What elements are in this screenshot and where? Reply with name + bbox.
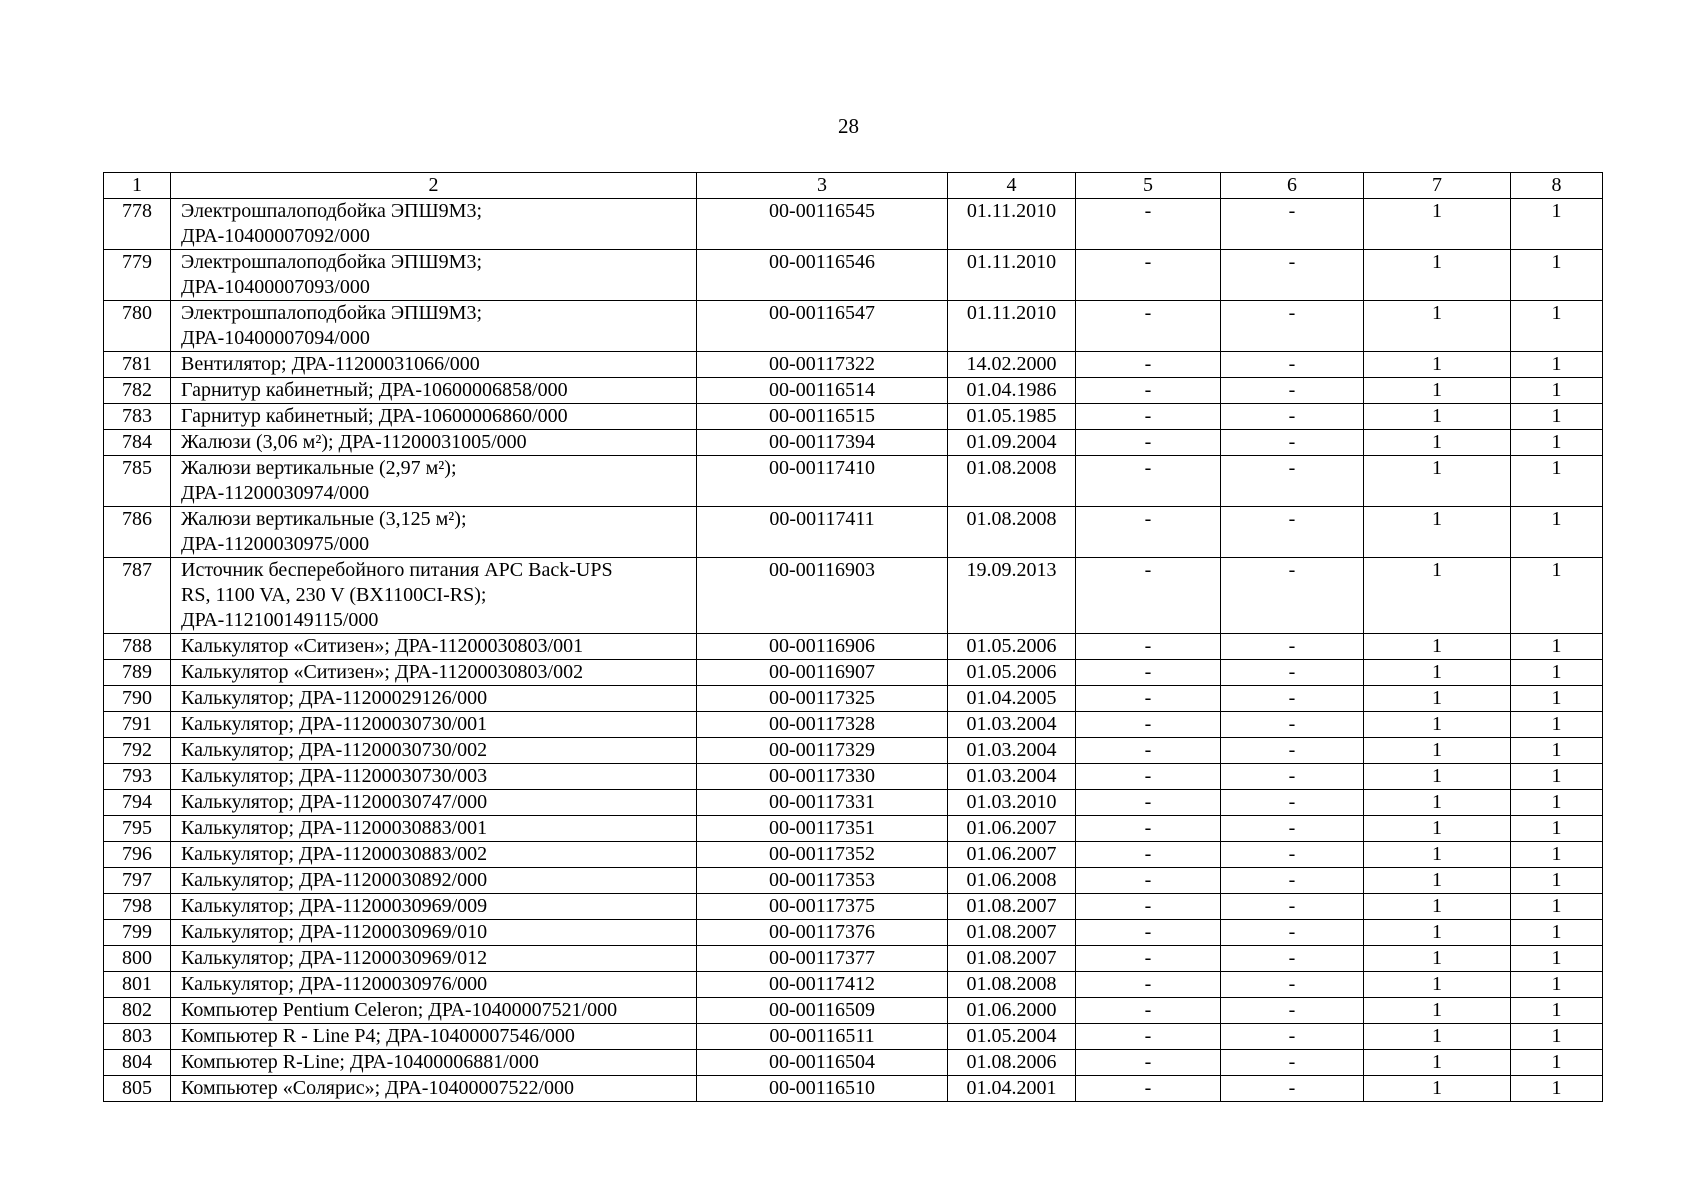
- cell-number: 801: [104, 972, 171, 998]
- table-body: [104, 199, 1603, 1102]
- cell-col5: -: [1076, 920, 1221, 946]
- cell-col6: -: [1221, 998, 1364, 1024]
- cell-inventory-number: 00-00116545: [697, 199, 948, 250]
- cell-number: 778: [104, 199, 171, 250]
- table-row: [104, 404, 1603, 430]
- cell-col6: -: [1221, 558, 1364, 634]
- cell-col5: -: [1076, 430, 1221, 456]
- cell-number: 804: [104, 1050, 171, 1076]
- cell-date: 01.03.2004: [948, 712, 1076, 738]
- cell-date: 19.09.2013: [948, 558, 1076, 634]
- cell-col7: 1: [1364, 558, 1511, 634]
- cell-col8: 1: [1511, 920, 1603, 946]
- cell-col5: -: [1076, 686, 1221, 712]
- cell-inventory-number: 00-00116514: [697, 378, 948, 404]
- cell-col8: 1: [1511, 998, 1603, 1024]
- cell-date: 01.03.2004: [948, 738, 1076, 764]
- inventory-table: [103, 172, 1603, 1102]
- cell-col8: 1: [1511, 352, 1603, 378]
- table-row: [104, 868, 1603, 894]
- cell-col7: 1: [1364, 660, 1511, 686]
- cell-inventory-number: 00-00116510: [697, 1076, 948, 1102]
- table-row: [104, 972, 1603, 998]
- cell-number: 792: [104, 738, 171, 764]
- cell-date: 01.05.1985: [948, 404, 1076, 430]
- cell-date: 01.08.2007: [948, 920, 1076, 946]
- cell-name: Компьютер R-Line; ДРА-10400006881/000: [171, 1050, 697, 1076]
- table-row: [104, 920, 1603, 946]
- cell-inventory-number: 00-00116511: [697, 1024, 948, 1050]
- cell-date: 01.11.2010: [948, 199, 1076, 250]
- cell-name: Калькулятор «Ситизен»; ДРА-11200030803/001: [171, 634, 697, 660]
- table-row: [104, 712, 1603, 738]
- cell-col6: -: [1221, 972, 1364, 998]
- cell-col6: -: [1221, 634, 1364, 660]
- cell-inventory-number: 00-00116907: [697, 660, 948, 686]
- cell-number: 798: [104, 894, 171, 920]
- cell-date: 01.08.2007: [948, 894, 1076, 920]
- cell-date: 01.05.2006: [948, 660, 1076, 686]
- table-header-row: [104, 173, 1603, 199]
- table-row: [104, 456, 1603, 507]
- cell-number: 783: [104, 404, 171, 430]
- cell-col6: -: [1221, 894, 1364, 920]
- cell-name: Калькулятор; ДРА-11200030730/002: [171, 738, 697, 764]
- table-row: [104, 1076, 1603, 1102]
- cell-col7: 1: [1364, 764, 1511, 790]
- cell-number: 785: [104, 456, 171, 507]
- cell-col6: -: [1221, 764, 1364, 790]
- cell-inventory-number: 00-00116547: [697, 301, 948, 352]
- cell-col6: -: [1221, 250, 1364, 301]
- column-header-5: 5: [1076, 173, 1221, 199]
- table-row: [104, 558, 1603, 634]
- cell-date: 01.11.2010: [948, 301, 1076, 352]
- cell-date: 01.04.2005: [948, 686, 1076, 712]
- table-row: [104, 507, 1603, 558]
- cell-col6: -: [1221, 456, 1364, 507]
- cell-col5: -: [1076, 660, 1221, 686]
- table-row: [104, 998, 1603, 1024]
- cell-number: 780: [104, 301, 171, 352]
- cell-col7: 1: [1364, 686, 1511, 712]
- cell-name: Калькулятор; ДРА-11200029126/000: [171, 686, 697, 712]
- cell-name: Жалюзи вертикальные (2,97 м²); ДРА-11200030974/000: [171, 456, 697, 507]
- cell-col7: 1: [1364, 301, 1511, 352]
- cell-col5: -: [1076, 842, 1221, 868]
- cell-name: Калькулятор; ДРА-11200030730/003: [171, 764, 697, 790]
- cell-col5: -: [1076, 352, 1221, 378]
- table-row: [104, 1024, 1603, 1050]
- cell-col5: -: [1076, 764, 1221, 790]
- cell-col8: 1: [1511, 199, 1603, 250]
- cell-col7: 1: [1364, 790, 1511, 816]
- cell-col5: -: [1076, 738, 1221, 764]
- cell-col6: -: [1221, 430, 1364, 456]
- cell-date: 01.08.2006: [948, 1050, 1076, 1076]
- cell-col5: -: [1076, 301, 1221, 352]
- cell-col7: 1: [1364, 972, 1511, 998]
- cell-inventory-number: 00-00116903: [697, 558, 948, 634]
- cell-col5: -: [1076, 816, 1221, 842]
- cell-date: 01.03.2010: [948, 790, 1076, 816]
- cell-inventory-number: 00-00117412: [697, 972, 948, 998]
- cell-col6: -: [1221, 1076, 1364, 1102]
- cell-name: Калькулятор; ДРА-11200030883/002: [171, 842, 697, 868]
- table-row: [104, 301, 1603, 352]
- cell-col8: 1: [1511, 894, 1603, 920]
- column-header-2: 2: [171, 173, 697, 199]
- cell-number: 781: [104, 352, 171, 378]
- cell-col5: -: [1076, 946, 1221, 972]
- cell-date: 01.06.2007: [948, 816, 1076, 842]
- cell-date: 01.08.2007: [948, 946, 1076, 972]
- cell-col8: 1: [1511, 430, 1603, 456]
- cell-number: 793: [104, 764, 171, 790]
- cell-col8: 1: [1511, 1050, 1603, 1076]
- cell-col6: -: [1221, 790, 1364, 816]
- cell-col8: 1: [1511, 764, 1603, 790]
- cell-inventory-number: 00-00117410: [697, 456, 948, 507]
- table-row: [104, 842, 1603, 868]
- cell-col5: -: [1076, 972, 1221, 998]
- cell-col5: -: [1076, 558, 1221, 634]
- cell-name: Гарнитур кабинетный; ДРА-10600006858/000: [171, 378, 697, 404]
- cell-date: 01.06.2008: [948, 868, 1076, 894]
- cell-col8: 1: [1511, 868, 1603, 894]
- cell-number: 786: [104, 507, 171, 558]
- cell-number: 787: [104, 558, 171, 634]
- cell-col7: 1: [1364, 712, 1511, 738]
- cell-col7: 1: [1364, 946, 1511, 972]
- table-row: [104, 790, 1603, 816]
- cell-inventory-number: 00-00116546: [697, 250, 948, 301]
- cell-inventory-number: 00-00117377: [697, 946, 948, 972]
- cell-col7: 1: [1364, 352, 1511, 378]
- cell-col8: 1: [1511, 1024, 1603, 1050]
- cell-col8: 1: [1511, 946, 1603, 972]
- cell-col6: -: [1221, 378, 1364, 404]
- cell-name: Калькулятор; ДРА-11200030892/000: [171, 868, 697, 894]
- cell-inventory-number: 00-00117394: [697, 430, 948, 456]
- cell-col5: -: [1076, 404, 1221, 430]
- cell-inventory-number: 00-00117375: [697, 894, 948, 920]
- cell-col7: 1: [1364, 404, 1511, 430]
- table-row: [104, 946, 1603, 972]
- cell-col6: -: [1221, 404, 1364, 430]
- table-row: [104, 430, 1603, 456]
- cell-col8: 1: [1511, 738, 1603, 764]
- table-row: [104, 250, 1603, 301]
- cell-col7: 1: [1364, 250, 1511, 301]
- cell-col7: 1: [1364, 816, 1511, 842]
- cell-col7: 1: [1364, 456, 1511, 507]
- cell-date: 01.06.2000: [948, 998, 1076, 1024]
- cell-name: Калькулятор; ДРА-11200030976/000: [171, 972, 697, 998]
- cell-col7: 1: [1364, 1076, 1511, 1102]
- cell-date: 01.08.2008: [948, 507, 1076, 558]
- cell-number: 803: [104, 1024, 171, 1050]
- cell-inventory-number: 00-00116515: [697, 404, 948, 430]
- cell-name: Жалюзи вертикальные (3,125 м²); ДРА-11200030975/000: [171, 507, 697, 558]
- cell-number: 789: [104, 660, 171, 686]
- cell-inventory-number: 00-00117329: [697, 738, 948, 764]
- cell-col5: -: [1076, 894, 1221, 920]
- cell-number: 805: [104, 1076, 171, 1102]
- cell-inventory-number: 00-00117376: [697, 920, 948, 946]
- cell-col7: 1: [1364, 920, 1511, 946]
- cell-name: Гарнитур кабинетный; ДРА-10600006860/000: [171, 404, 697, 430]
- cell-col5: -: [1076, 868, 1221, 894]
- cell-col8: 1: [1511, 250, 1603, 301]
- table-row: [104, 352, 1603, 378]
- cell-col8: 1: [1511, 660, 1603, 686]
- cell-col6: -: [1221, 507, 1364, 558]
- column-header-3: 3: [697, 173, 948, 199]
- cell-col5: -: [1076, 1024, 1221, 1050]
- cell-name: Компьютер Pentium Celeron; ДРА-10400007521/000: [171, 998, 697, 1024]
- cell-name: Жалюзи (3,06 м²); ДРА-11200031005/000: [171, 430, 697, 456]
- cell-date: 01.09.2004: [948, 430, 1076, 456]
- cell-name: Калькулятор «Ситизен»; ДРА-11200030803/002: [171, 660, 697, 686]
- table-row: [104, 686, 1603, 712]
- cell-date: 01.03.2004: [948, 764, 1076, 790]
- cell-number: 795: [104, 816, 171, 842]
- cell-col6: -: [1221, 946, 1364, 972]
- cell-number: 779: [104, 250, 171, 301]
- column-header-8: 8: [1511, 173, 1603, 199]
- cell-col6: -: [1221, 199, 1364, 250]
- table-row: [104, 764, 1603, 790]
- table-row: [104, 738, 1603, 764]
- cell-number: 790: [104, 686, 171, 712]
- page-number: 28: [838, 114, 859, 138]
- cell-date: 01.11.2010: [948, 250, 1076, 301]
- cell-inventory-number: 00-00116906: [697, 634, 948, 660]
- cell-inventory-number: 00-00116509: [697, 998, 948, 1024]
- cell-inventory-number: 00-00117322: [697, 352, 948, 378]
- column-header-1: 1: [104, 173, 171, 199]
- cell-col7: 1: [1364, 998, 1511, 1024]
- cell-col8: 1: [1511, 686, 1603, 712]
- cell-col7: 1: [1364, 378, 1511, 404]
- cell-col6: -: [1221, 352, 1364, 378]
- table-row: [104, 816, 1603, 842]
- cell-date: 14.02.2000: [948, 352, 1076, 378]
- cell-col6: -: [1221, 868, 1364, 894]
- cell-col8: 1: [1511, 378, 1603, 404]
- cell-inventory-number: 00-00117353: [697, 868, 948, 894]
- column-header-7: 7: [1364, 173, 1511, 199]
- cell-inventory-number: 00-00117330: [697, 764, 948, 790]
- cell-number: 797: [104, 868, 171, 894]
- cell-name: Компьютер «Солярис»; ДРА-10400007522/000: [171, 1076, 697, 1102]
- cell-number: 802: [104, 998, 171, 1024]
- cell-inventory-number: 00-00117328: [697, 712, 948, 738]
- cell-col6: -: [1221, 738, 1364, 764]
- cell-col5: -: [1076, 790, 1221, 816]
- cell-name: Электрошпалоподбойка ЭПШ9М3; ДРА-10400007093/000: [171, 250, 697, 301]
- cell-number: 782: [104, 378, 171, 404]
- column-header-4: 4: [948, 173, 1076, 199]
- cell-name: Калькулятор; ДРА-11200030747/000: [171, 790, 697, 816]
- cell-number: 788: [104, 634, 171, 660]
- cell-col7: 1: [1364, 1050, 1511, 1076]
- cell-inventory-number: 00-00117351: [697, 816, 948, 842]
- cell-inventory-number: 00-00117411: [697, 507, 948, 558]
- cell-col5: -: [1076, 1050, 1221, 1076]
- cell-col8: 1: [1511, 404, 1603, 430]
- cell-date: 01.08.2008: [948, 456, 1076, 507]
- cell-col8: 1: [1511, 712, 1603, 738]
- cell-col5: -: [1076, 507, 1221, 558]
- cell-col7: 1: [1364, 842, 1511, 868]
- cell-col6: -: [1221, 920, 1364, 946]
- cell-col6: -: [1221, 842, 1364, 868]
- cell-col5: -: [1076, 998, 1221, 1024]
- cell-col7: 1: [1364, 868, 1511, 894]
- cell-name: Калькулятор; ДРА-11200030883/001: [171, 816, 697, 842]
- cell-col8: 1: [1511, 816, 1603, 842]
- cell-col7: 1: [1364, 507, 1511, 558]
- cell-number: 800: [104, 946, 171, 972]
- cell-col7: 1: [1364, 199, 1511, 250]
- cell-name: Калькулятор; ДРА-11200030969/009: [171, 894, 697, 920]
- cell-name: Источник бесперебойного питания APC Back-UPS RS, 1100 VA, 230 V (BX1100CI-RS); ДРА-112100149115/000: [171, 558, 697, 634]
- cell-date: 01.04.2001: [948, 1076, 1076, 1102]
- table-row: [104, 660, 1603, 686]
- cell-name: Компьютер R - Line P4; ДРА-10400007546/000: [171, 1024, 697, 1050]
- cell-col6: -: [1221, 816, 1364, 842]
- cell-inventory-number: 00-00116504: [697, 1050, 948, 1076]
- cell-name: Электрошпалоподбойка ЭПШ9М3; ДРА-10400007092/000: [171, 199, 697, 250]
- cell-name: Калькулятор; ДРА-11200030969/010: [171, 920, 697, 946]
- cell-col8: 1: [1511, 558, 1603, 634]
- cell-col6: -: [1221, 1024, 1364, 1050]
- cell-inventory-number: 00-00117352: [697, 842, 948, 868]
- cell-col6: -: [1221, 660, 1364, 686]
- table-row: [104, 894, 1603, 920]
- cell-inventory-number: 00-00117331: [697, 790, 948, 816]
- cell-number: 784: [104, 430, 171, 456]
- cell-name: Электрошпалоподбойка ЭПШ9М3; ДРА-10400007094/000: [171, 301, 697, 352]
- table-row: [104, 634, 1603, 660]
- cell-col7: 1: [1364, 634, 1511, 660]
- cell-date: 01.05.2004: [948, 1024, 1076, 1050]
- cell-col5: -: [1076, 1076, 1221, 1102]
- cell-col8: 1: [1511, 301, 1603, 352]
- cell-col5: -: [1076, 378, 1221, 404]
- column-header-6: 6: [1221, 173, 1364, 199]
- cell-col8: 1: [1511, 634, 1603, 660]
- cell-col5: -: [1076, 199, 1221, 250]
- cell-number: 799: [104, 920, 171, 946]
- cell-col6: -: [1221, 1050, 1364, 1076]
- cell-date: 01.06.2007: [948, 842, 1076, 868]
- cell-col8: 1: [1511, 790, 1603, 816]
- cell-col8: 1: [1511, 507, 1603, 558]
- cell-col6: -: [1221, 686, 1364, 712]
- cell-col7: 1: [1364, 894, 1511, 920]
- cell-col6: -: [1221, 712, 1364, 738]
- cell-col6: -: [1221, 301, 1364, 352]
- cell-name: Калькулятор; ДРА-11200030730/001: [171, 712, 697, 738]
- cell-date: 01.08.2008: [948, 972, 1076, 998]
- cell-name: Вентилятор; ДРА-11200031066/000: [171, 352, 697, 378]
- cell-name: Калькулятор; ДРА-11200030969/012: [171, 946, 697, 972]
- cell-number: 794: [104, 790, 171, 816]
- cell-col5: -: [1076, 456, 1221, 507]
- cell-col8: 1: [1511, 456, 1603, 507]
- cell-col8: 1: [1511, 972, 1603, 998]
- cell-col5: -: [1076, 712, 1221, 738]
- cell-col7: 1: [1364, 738, 1511, 764]
- cell-number: 791: [104, 712, 171, 738]
- cell-date: 01.05.2006: [948, 634, 1076, 660]
- cell-number: 796: [104, 842, 171, 868]
- cell-date: 01.04.1986: [948, 378, 1076, 404]
- cell-col7: 1: [1364, 1024, 1511, 1050]
- table-row: [104, 199, 1603, 250]
- cell-col8: 1: [1511, 842, 1603, 868]
- cell-col5: -: [1076, 250, 1221, 301]
- cell-col5: -: [1076, 634, 1221, 660]
- cell-inventory-number: 00-00117325: [697, 686, 948, 712]
- table-row: [104, 1050, 1603, 1076]
- cell-col7: 1: [1364, 430, 1511, 456]
- table-row: [104, 378, 1603, 404]
- cell-col8: 1: [1511, 1076, 1603, 1102]
